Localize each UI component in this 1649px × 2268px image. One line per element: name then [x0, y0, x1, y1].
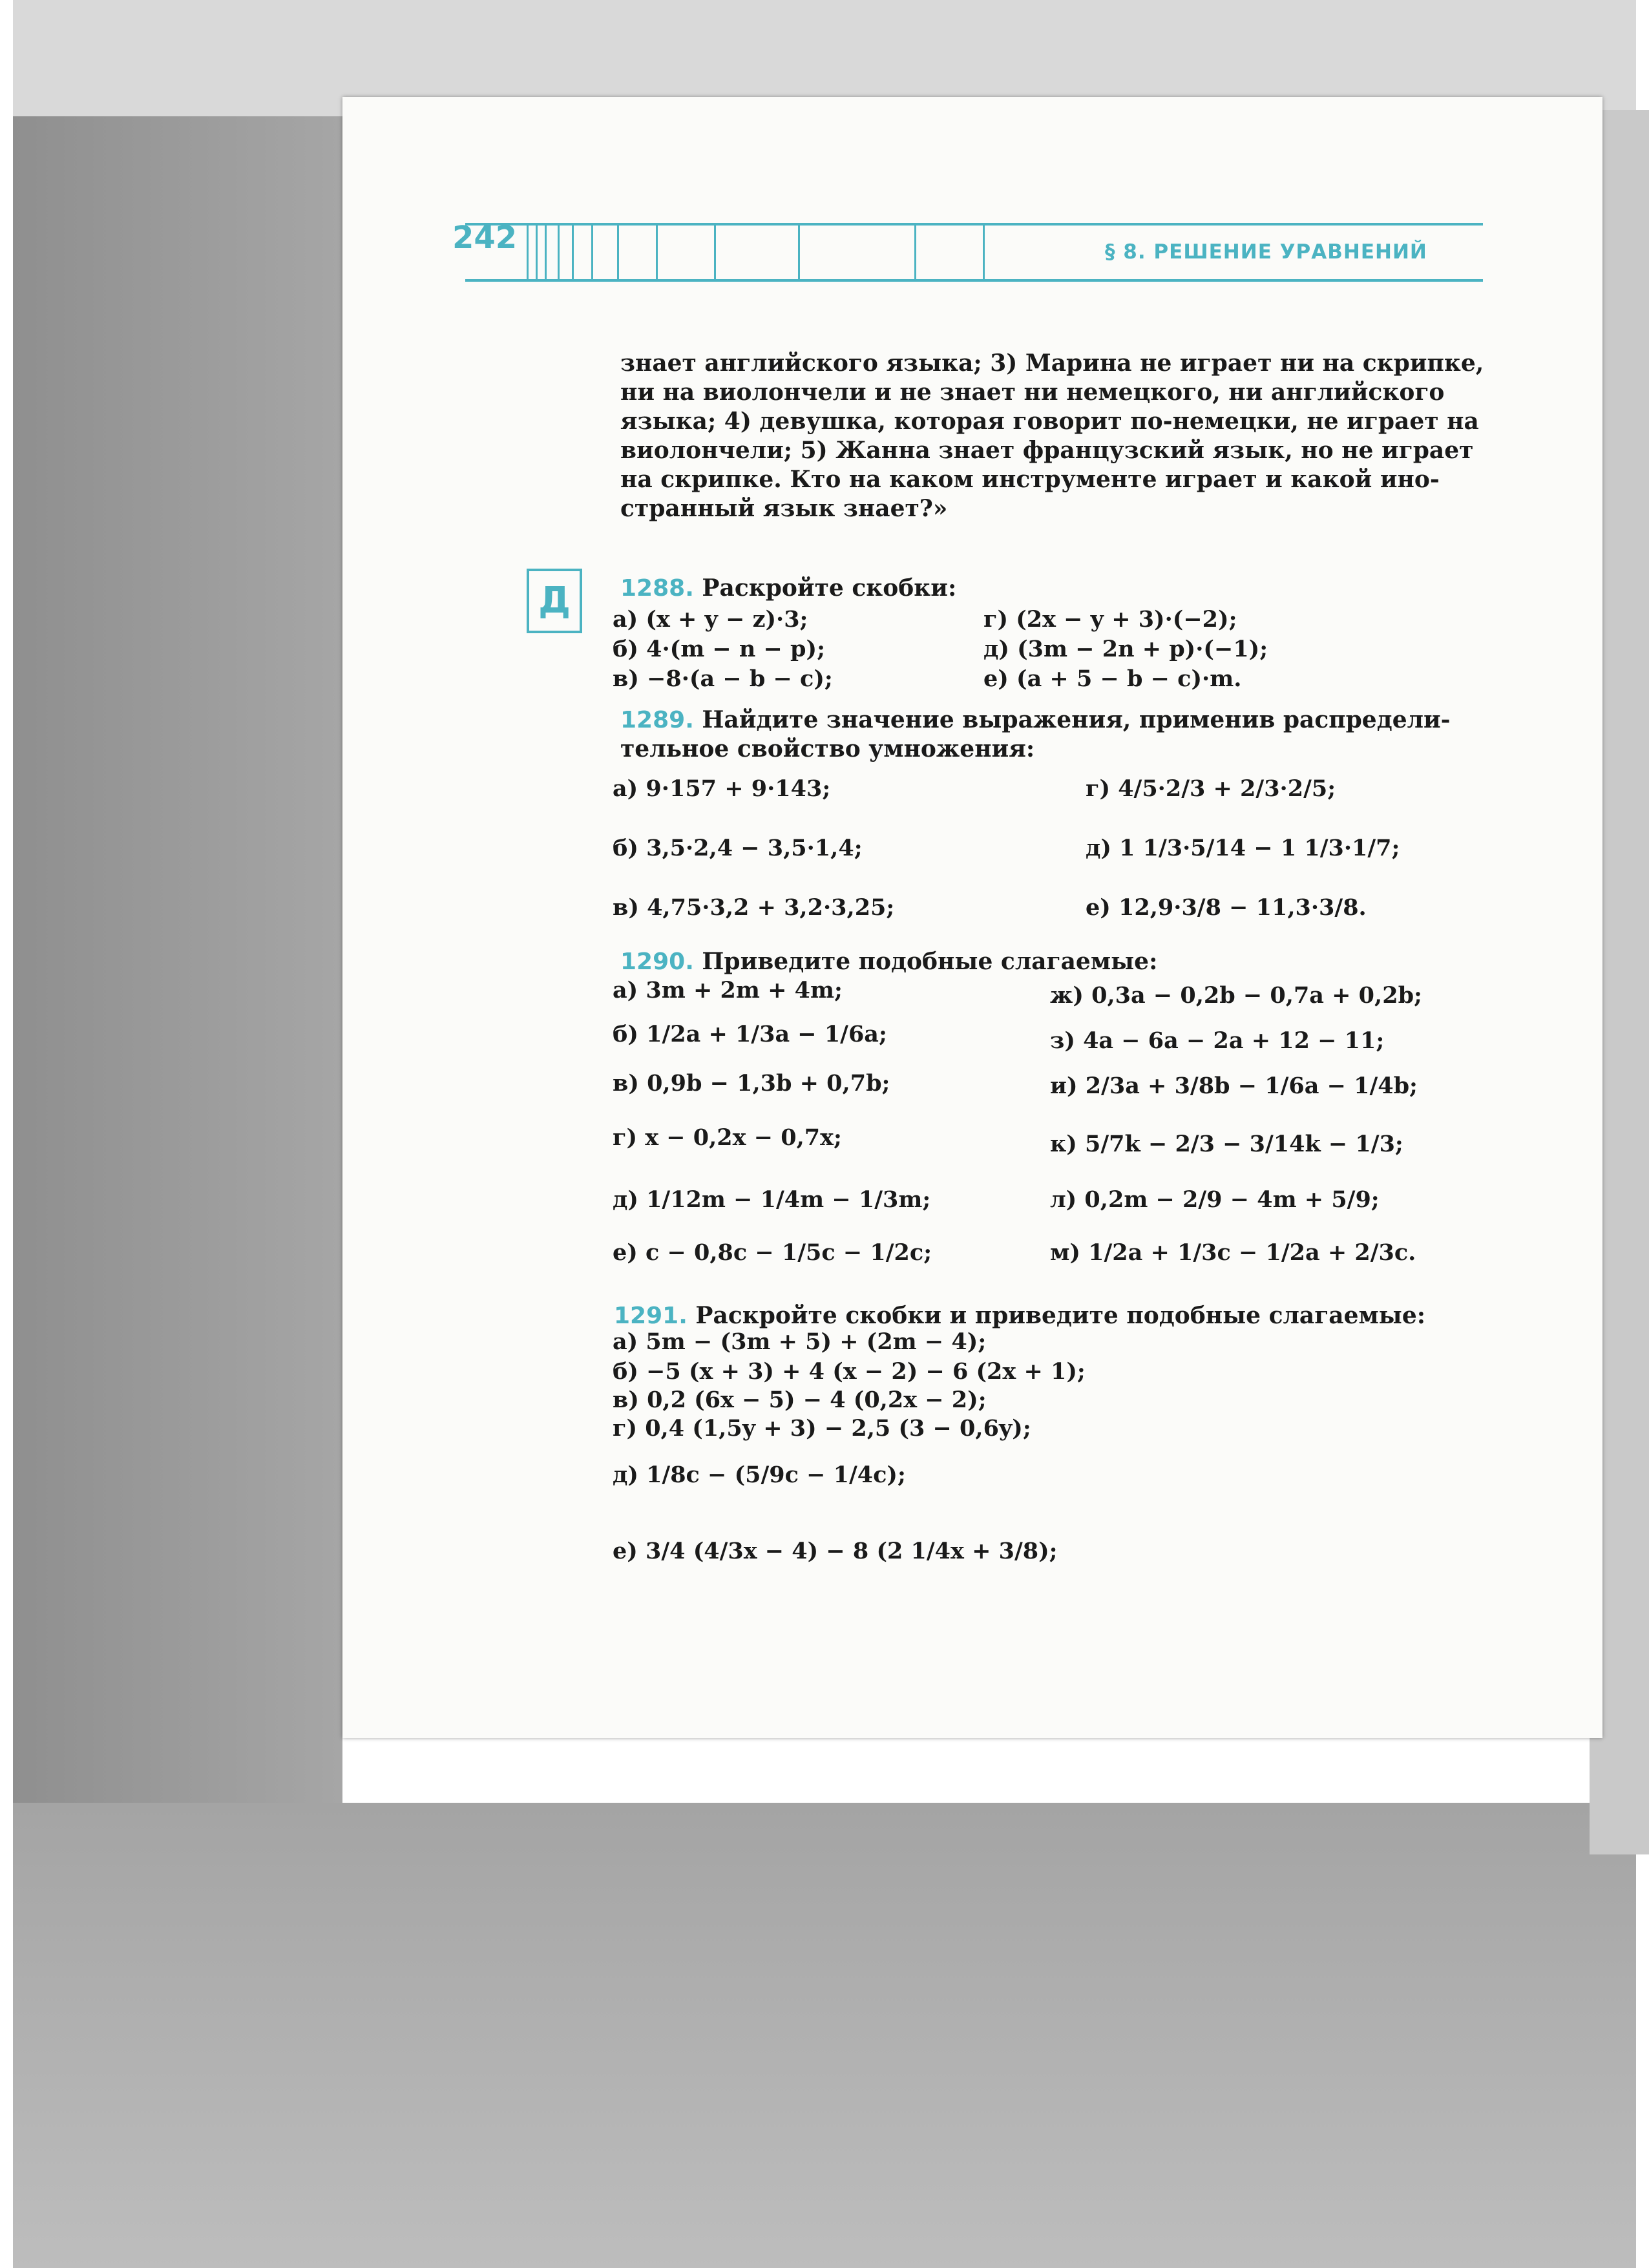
- task-number: 1288.: [620, 575, 694, 602]
- list-item: е) (a + 5 − b − c)·m.: [983, 666, 1242, 692]
- list-item: д) 1/8c − (5/9c − 1/4c);: [613, 1462, 906, 1488]
- list-item: а) 5m − (3m + 5) + (2m − 4);: [613, 1328, 987, 1355]
- list-item: з) 4a − 6a − 2a + 12 − 11;: [1050, 1027, 1385, 1054]
- header-tick-marks: [527, 223, 985, 281]
- intro-line: языка; 4) девушка, которая говорит по-немецки, не играет на: [620, 408, 1479, 435]
- task-text: Найдите значение выражения, применив распредели-: [702, 706, 1451, 733]
- list-item: е) c − 0,8c − 1/5c − 1/2c;: [613, 1239, 932, 1266]
- list-item: б) 4·(m − n − p);: [613, 636, 826, 662]
- task-text: Раскройте скобки и приведите подобные слагаемые:: [695, 1302, 1426, 1329]
- list-item: ж) 0,3a − 0,2b − 0,7a + 0,2b;: [1050, 982, 1422, 1009]
- intro-line: странный язык знает?»: [620, 495, 948, 522]
- list-item: г) (2x − y + 3)·(−2);: [983, 606, 1237, 633]
- intro-paragraph: [620, 349, 1484, 523]
- list-item: а) (x + y − z)·3;: [613, 606, 808, 633]
- list-item: д) 1/12m − 1/4m − 1/3m;: [613, 1186, 931, 1213]
- list-item: б) −5 (x + 3) + 4 (x − 2) − 6 (2x + 1);: [613, 1358, 1086, 1385]
- list-item: д) 1 1/3·5/14 − 1 1/3·1/7;: [1086, 835, 1400, 861]
- task-1289-title: [620, 706, 1451, 764]
- list-item: а) 9·157 + 9·143;: [613, 775, 831, 802]
- task-number: 1291.: [614, 1303, 688, 1329]
- list-item: е) 12,9·3/8 − 11,3·3/8.: [1086, 894, 1367, 921]
- list-item: л) 0,2m − 2/9 − 4m + 5/9;: [1050, 1186, 1380, 1213]
- list-item: м) 1/2a + 1/3c − 1/2a + 2/3c.: [1050, 1239, 1416, 1266]
- list-item: в) 0,2 (6x − 5) − 4 (0,2x − 2);: [613, 1387, 987, 1413]
- list-item: и) 2/3a + 3/8b − 1/6a − 1/4b;: [1050, 1073, 1418, 1099]
- section-title: § 8. РЕШЕНИЕ УРАВНЕНИЙ: [1105, 240, 1427, 264]
- intro-line: на скрипке. Кто на каком инструменте играет и какой ино-: [620, 466, 1440, 493]
- intro-line: знает английского языка; 3) Марина не играет ни на скрипке,: [620, 350, 1484, 377]
- task-text: Раскройте скобки:: [702, 574, 957, 602]
- list-item: г) 4/5·2/3 + 2/3·2/5;: [1086, 775, 1336, 802]
- intro-line: ни на виолончели и не знает ни немецкого, ни английского: [620, 379, 1445, 406]
- task-text: Приведите подобные слагаемые:: [702, 948, 1158, 975]
- list-item: а) 3m + 2m + 4m;: [613, 977, 843, 1003]
- list-item: б) 3,5·2,4 − 3,5·1,4;: [613, 835, 863, 861]
- homework-marker-icon: Д: [527, 569, 582, 633]
- intro-line: виолончели; 5) Жанна знает французский язык, но не играет: [620, 437, 1474, 464]
- task-text: тельное свойство умножения:: [620, 735, 1035, 762]
- list-item: г) x − 0,2x − 0,7x;: [613, 1124, 842, 1151]
- scanner-background-bottom: [13, 1803, 1636, 2268]
- page-number: 242: [452, 220, 518, 256]
- list-item: е) 3/4 (4/3x − 4) − 8 (2 1/4x + 3/8);: [613, 1538, 1058, 1564]
- list-item: в) 0,9b − 1,3b + 0,7b;: [613, 1070, 890, 1097]
- task-1291-title: [614, 1301, 1425, 1330]
- task-number: 1290.: [620, 949, 694, 975]
- task-1290-title: [620, 947, 1157, 976]
- task-1288-title: [620, 574, 956, 603]
- task-number: 1289.: [620, 707, 694, 733]
- list-item: г) 0,4 (1,5y + 3) − 2,5 (3 − 0,6y);: [613, 1415, 1031, 1442]
- list-item: в) −8·(a − b − c);: [613, 666, 833, 692]
- list-item: к) 5/7k − 2/3 − 3/14k − 1/3;: [1050, 1131, 1403, 1157]
- book-page: [342, 97, 1602, 1738]
- list-item: б) 1/2a + 1/3a − 1/6a;: [613, 1021, 887, 1047]
- list-item: в) 4,75·3,2 + 3,2·3,25;: [613, 894, 895, 921]
- list-item: д) (3m − 2n + p)·(−1);: [983, 636, 1268, 662]
